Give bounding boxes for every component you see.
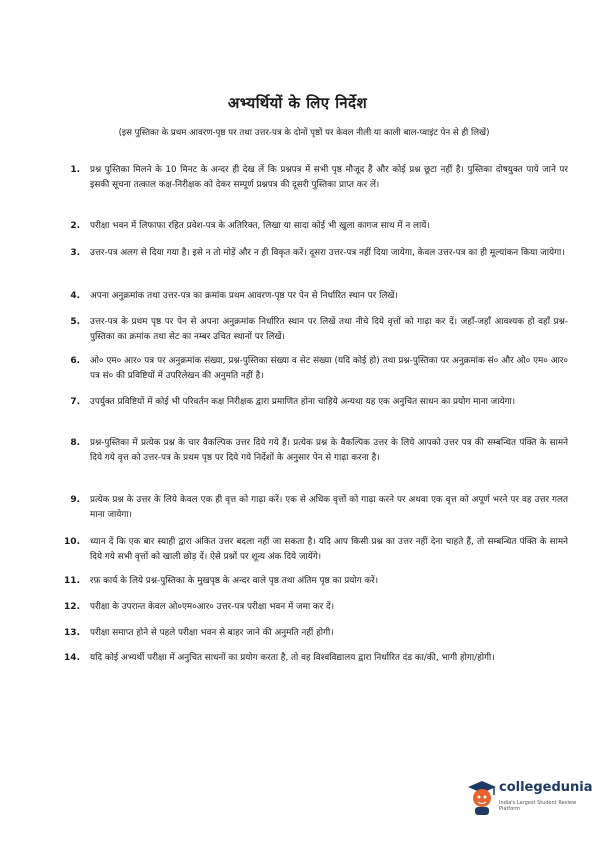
item-number: 8. bbox=[70, 438, 80, 448]
item-text: उपर्युक्त प्रविष्टियों में कोई भी परिवर्तन कक्ष निरीक्षक द्वारा प्रमाणित होना चाहिये अन्यथा यह एक अनुचित साधन का प्रयोग माना जायेगा। bbox=[90, 397, 516, 407]
item-number: 1. bbox=[70, 165, 80, 175]
item-number: 9. bbox=[70, 495, 80, 505]
item-text: उत्तर-पत्र के प्रथम पृष्ठ पर पेन से अपना अनुक्रमांक निर्धारित स्थान पर लिखें तथा नीचे दिये वृत्तों को गाढ़ा कर दें। जहाँ-जहाँ आवश्यक हो वहाँ प्रश्न-पुस्तिका का क्रमांक तथा सेट का नम्बर उचित स्थानों पर लिखें। bbox=[90, 317, 568, 342]
item-text: ध्यान दें कि एक बार स्याही द्वारा अंकित उत्तर बदला नहीं जा सकता है। यदि आप किसी प्रश्न का उत्तर नहीं देना चाहते हैं, तो सम्बन्धित पंक्ति के सामने दिये गये सभी वृत्तों को खाली छोड़ दें। ऐसे प्रश्नों पर शून्य अंक दिये जायेंगे। bbox=[90, 537, 568, 562]
item-text: रफ़ कार्य के लिये प्रश्न-पुस्तिका के मुखपृष्ठ के अन्दर वाले पृष्ठ तथा अंतिम पृष्ठ का प्रयोग करें। bbox=[90, 576, 379, 586]
item-number: 5. bbox=[70, 317, 80, 327]
item-number: 6. bbox=[70, 356, 80, 366]
logo-tagline: India's Largest Student Review Platform bbox=[499, 800, 577, 812]
collegedunia-logo bbox=[467, 778, 593, 822]
item-text: परीक्षा के उपरान्त केवल ओ०एम०आर० उत्तर-पत्र परीक्षा भवन में जमा कर दें। bbox=[90, 602, 335, 612]
item-number: 3. bbox=[70, 248, 80, 258]
logo-name: collegedunia bbox=[499, 780, 593, 795]
item-text: परीक्षा समाप्त होने से पहले परीक्षा भवन से बाहर जाने की अनुमति नहीं होगी। bbox=[90, 628, 334, 638]
item-text: यदि कोई अभ्यर्थी परीक्षा में अनुचित साधनों का प्रयोग करता है, तो वह विश्वविद्यालय द्वारा निर्धारित दंड का/की, भागी होगा/होगी। bbox=[90, 653, 495, 663]
item-number: 4. bbox=[70, 291, 80, 301]
item-text: प्रत्येक प्रश्न के उत्तर के लिये केवल एक ही वृत्त को गाढ़ा करें। एक से अधिक वृत्तों को गाढ़ा करने पर अथवा एक वृत्त को अपूर्ण भरने पर वह उत्तर गलत माना जायेगा। bbox=[90, 495, 568, 520]
item-number: 7. bbox=[70, 397, 80, 407]
item-text: प्रश्न-पुस्तिका में प्रत्येक प्रश्न के चार वैकल्पिक उत्तर दिये गये हैं। प्रत्येक प्रश्न के वैकल्पिक उत्तर के लिये आपको उत्तर पत्र की सम्बन्धित पंक्ति के सामने दिये गये वृत्त को उत्तर-पत्र के प्रथम पृष्ठ पर दिये गये निर्देशों के अनुसार पेन से गाढ़ा करना है। bbox=[90, 438, 568, 463]
item-number: 11. bbox=[64, 576, 80, 586]
item-number: 2. bbox=[70, 221, 80, 231]
graduate-mascot-icon bbox=[467, 778, 497, 816]
item-number: 10. bbox=[64, 537, 80, 547]
item-text: प्रश्न पुस्तिका मिलने के 10 मिनट के अन्दर ही देख लें कि प्रश्नपत्र में सभी पृष्ठ मौजूद हैं और कोई प्रश्न छूटा नहीं है। पुस्तिका दोषयुक्त पाये जाने पर इसकी सूचना तत्काल कक्ष-निरीक्षक को देकर सम्पूर्ण प्रश्नपत्र की दूसरी पुस्तिका प्राप्त कर लें। bbox=[90, 165, 568, 190]
item-text: उत्तर-पत्र अलग से दिया गया है। इसे न तो मोड़ें और न ही विकृत करें। दूसरा उत्तर-पत्र नहीं दिया जायेगा, केवल उत्तर-पत्र का ही मूल्यांकन किया जायेगा। bbox=[90, 248, 565, 258]
item-number: 14. bbox=[64, 653, 80, 663]
page-title: अभ्यर्थियों के लिए निर्देश bbox=[227, 94, 368, 112]
item-text: परीक्षा भवन में लिफाफा रहित प्रवेश-पत्र के अतिरिक्त, लिखा या सादा कोई भी खुला कागज साथ में न लायें। bbox=[90, 221, 430, 231]
item-text: ओ० एम० आर० पत्र पर अनुक्रमांक संख्या, प्रश्न-पुस्तिका संख्या व सेट संख्या (यदि कोई हो) तथा प्रश्न-पुस्तिका पर अनुक्रमांक सं० और ओ० एम० आर० पत्र सं० की प्रविष्टियों में उपरिलेखन की अनुमति नहीं है। bbox=[90, 356, 568, 381]
item-text: अपना अनुक्रमांक तथा उत्तर-पत्र का क्रमांक प्रथम आवरण-पृष्ठ पर पेन से निर्धारित स्थान पर लिखें। bbox=[90, 291, 398, 301]
instructions-intro: (इस पुस्तिका के प्रथम आवरण-पृष्ठ पर तथा उत्तर-पत्र के दोनों पृष्ठों पर केवल नीली या काली बाल-प्वाइंट पेन से ही लिखें) bbox=[118, 128, 490, 138]
item-number: 13. bbox=[64, 628, 80, 638]
item-number: 12. bbox=[64, 602, 80, 612]
